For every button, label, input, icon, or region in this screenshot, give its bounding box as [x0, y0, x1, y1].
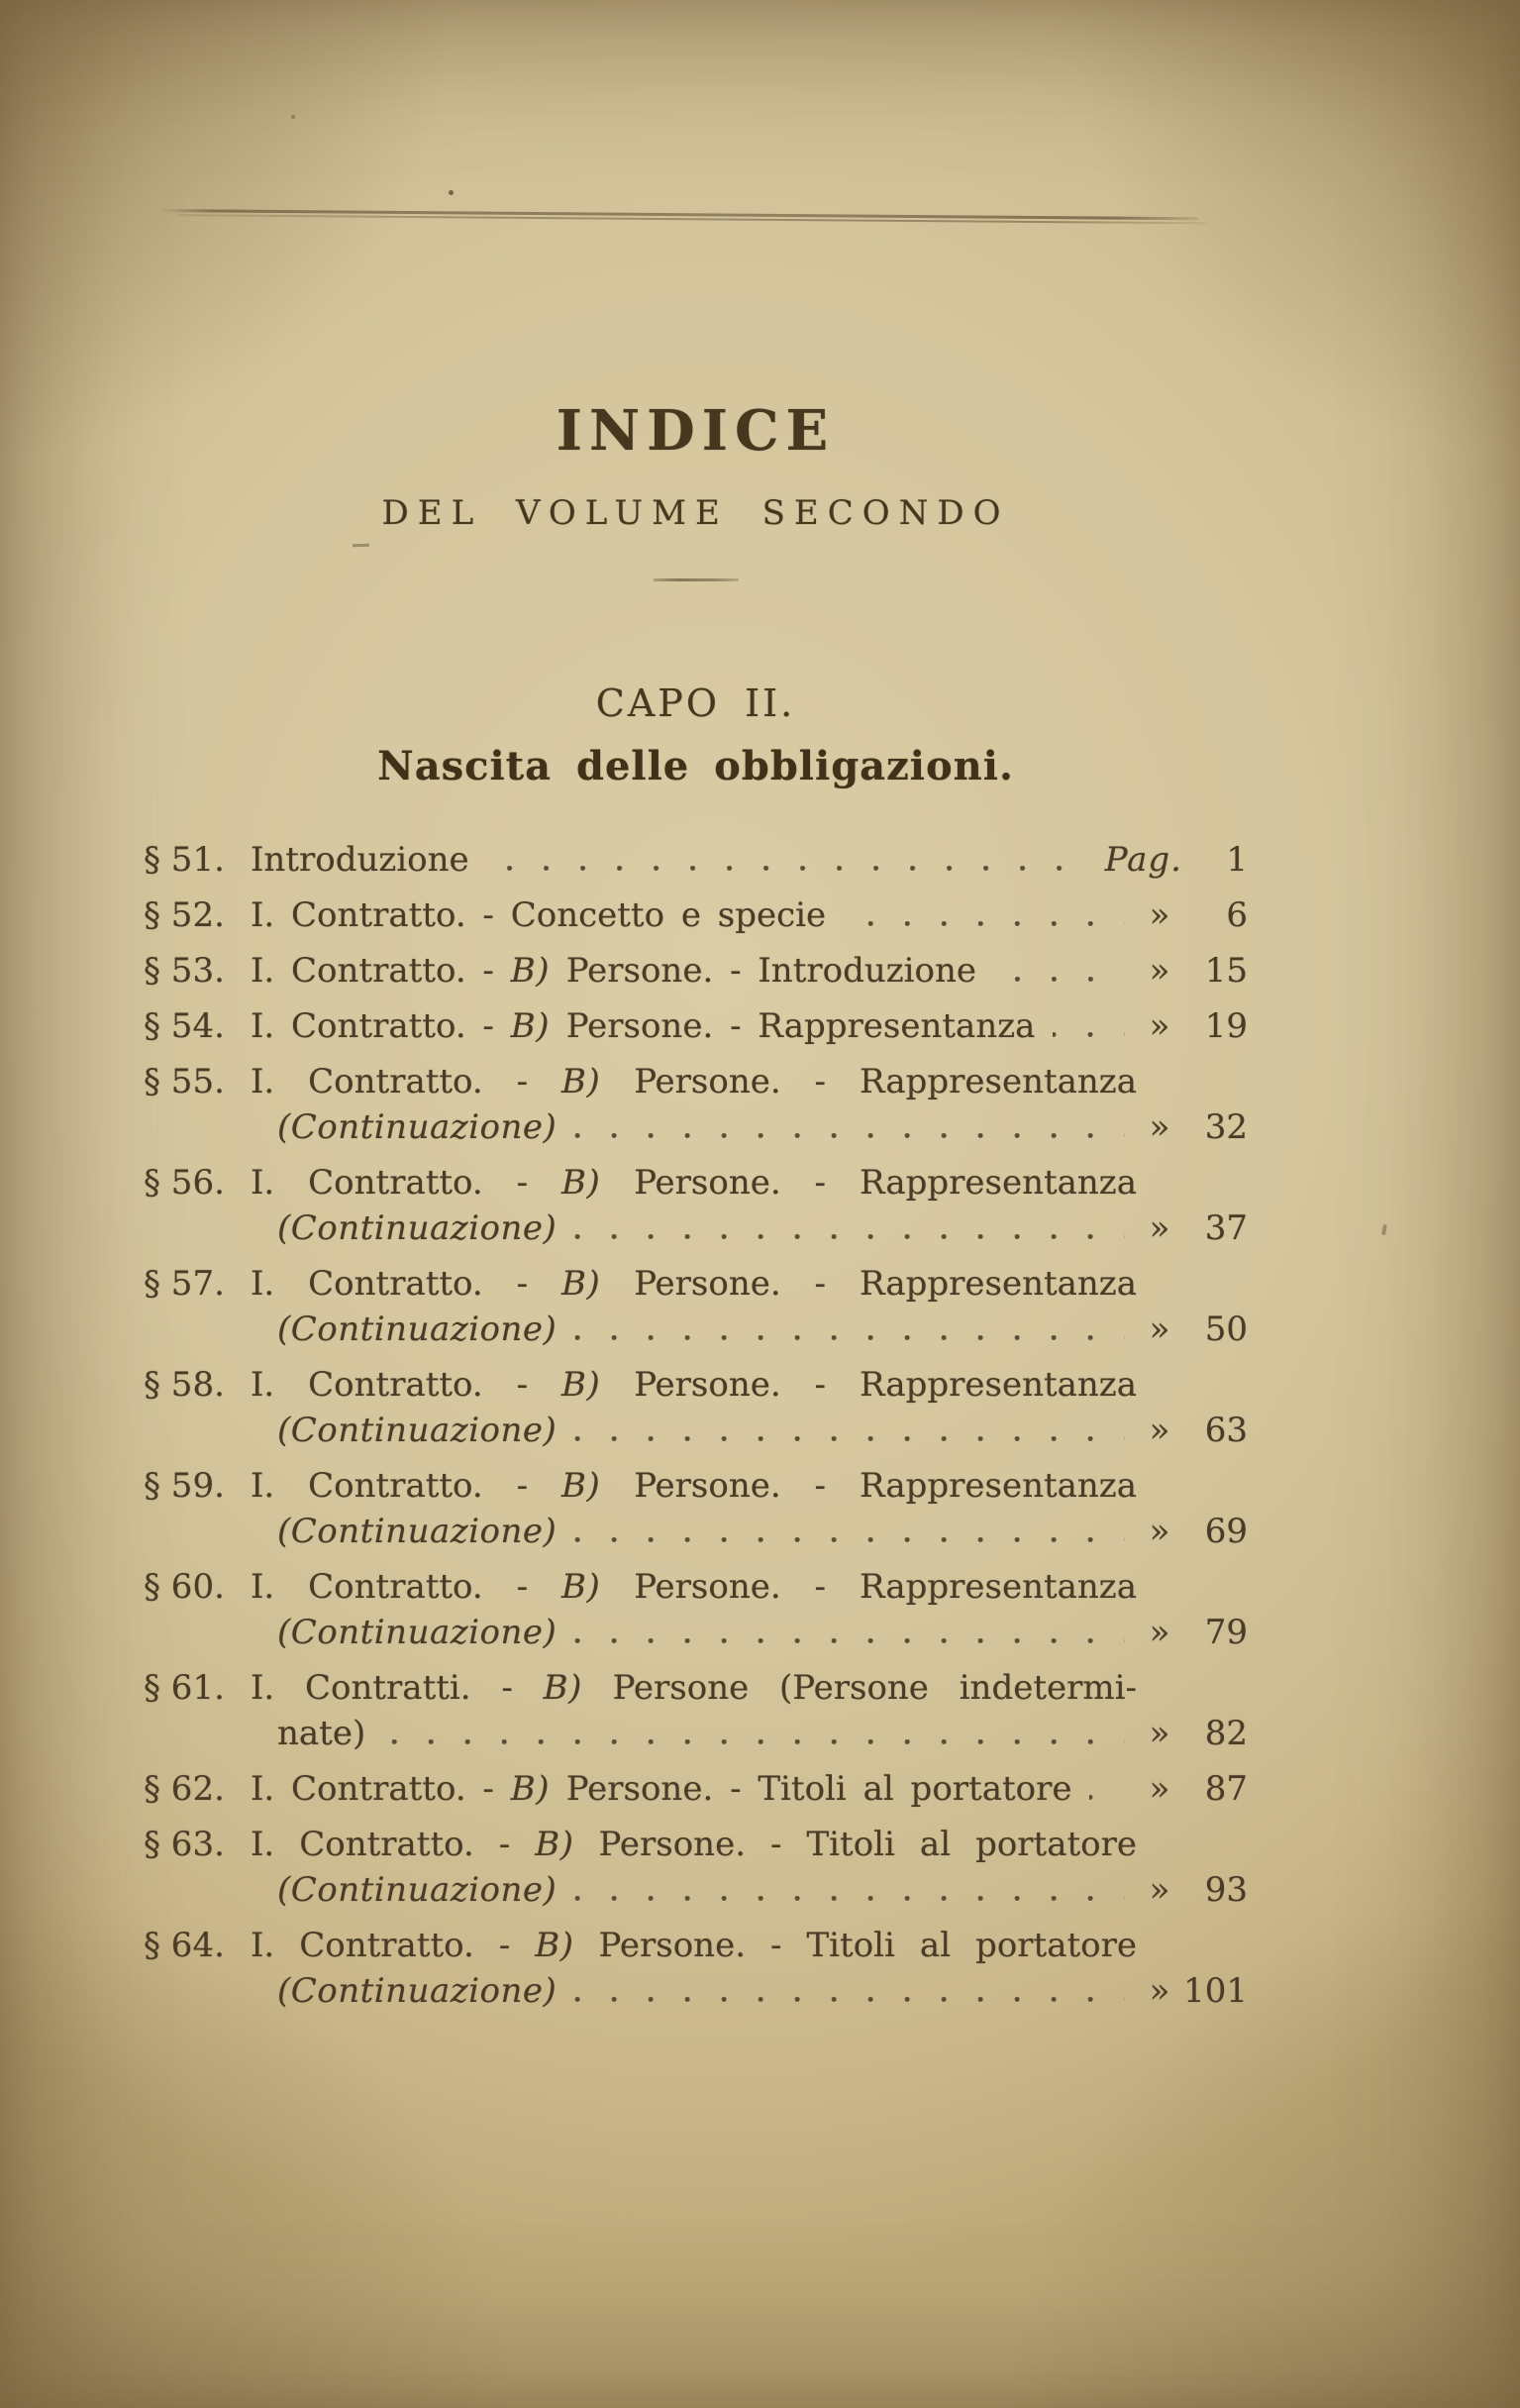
ink-speck	[1381, 1224, 1387, 1236]
toc-entry-continuation: (Continuazione)	[277, 1107, 557, 1147]
dot-leader	[574, 1335, 1125, 1340]
toc-entry-number: § 55.	[144, 1062, 225, 1101]
toc-entry-page: 82	[1204, 1714, 1248, 1753]
page-ref-mark: »	[1149, 1769, 1170, 1809]
toc-entry-title: I. Contratto. - B) Persone. - Rappresentanza	[251, 1466, 1137, 1506]
subtitle-rule	[654, 578, 739, 581]
page-ref-mark: »	[1149, 1714, 1170, 1753]
page-ref-mark: »	[1149, 1971, 1170, 2011]
page-ref-mark: »	[1149, 1411, 1170, 1450]
toc-entry-number: § 53.	[144, 951, 225, 991]
toc-entry-continuation: (Continuazione)	[277, 1971, 557, 2011]
toc-entry-line2	[144, 1610, 1248, 1655]
toc-entry-page: 19	[1204, 1006, 1248, 1046]
toc-entry	[144, 1362, 1248, 1453]
dot-leader	[574, 1537, 1125, 1542]
toc-entry-page: 6	[1226, 895, 1248, 935]
toc-entry-line1	[144, 1261, 1248, 1307]
toc-entry-line1	[144, 948, 1248, 994]
toc-entry-title: I. Contratto. - B) Persone. - Rappresentanza	[251, 1062, 1137, 1101]
toc-entry-continuation: nate)	[277, 1714, 366, 1753]
toc-entry-title: I. Contratto. - B) Persone. - Rappresentanza	[251, 1163, 1137, 1203]
toc-entry	[144, 1463, 1248, 1554]
dot-leader	[487, 866, 1093, 871]
toc-entry	[144, 837, 1248, 883]
dot-leader	[1089, 1795, 1125, 1800]
toc-entry-line1	[144, 1463, 1248, 1509]
toc-entry-title: I. Contratto. - B) Persone. - Rappresentanza	[251, 1365, 1137, 1405]
toc-entry-line2	[144, 1968, 1248, 2014]
page-ref-mark: »	[1149, 1512, 1170, 1551]
toc-entry-line2	[144, 1205, 1248, 1251]
toc-entry-title: Introduzione	[251, 840, 469, 880]
toc-entry-title: I. Contratti. - B) Persone (Persone indetermi-	[251, 1668, 1137, 1708]
toc-entry-page: 15	[1204, 951, 1248, 991]
toc-entry-line1	[144, 1059, 1248, 1104]
toc-entry-number: § 62.	[144, 1769, 225, 1809]
toc-entry-number: § 61.	[144, 1668, 225, 1708]
toc-entry	[144, 1003, 1248, 1049]
toc-entry-number: § 51.	[144, 840, 225, 880]
chapter-subtitle: Nascita delle obbligazioni.	[377, 743, 1014, 789]
toc-entry-line2	[144, 1408, 1248, 1453]
toc-entry-number: § 59.	[144, 1466, 225, 1506]
toc-entry-number: § 63.	[144, 1825, 225, 1864]
dot-leader	[844, 921, 1125, 926]
dot-leader	[383, 1739, 1125, 1744]
toc-entry-line1	[144, 892, 1248, 938]
page-ref-mark: »	[1149, 1006, 1170, 1046]
dot-leader	[994, 977, 1125, 982]
toc-entry-number: § 60.	[144, 1567, 225, 1607]
toc-entry-page: 101	[1183, 1971, 1248, 2011]
toc-entry-line1	[144, 1822, 1248, 1867]
toc-entry-title: I. Contratto. - B) Persone. - Introduzione	[251, 951, 977, 991]
toc-entry-title: I. Contratto. - Concetto e specie	[251, 895, 827, 935]
dot-leader	[574, 1234, 1125, 1239]
page-ref-mark: Pag.	[1104, 840, 1182, 880]
page-ref-mark: »	[1149, 1309, 1170, 1349]
toc-entry-title: I. Contratto. - B) Persone. - Rappresentanza	[251, 1264, 1137, 1304]
toc-entry-line2	[144, 1104, 1248, 1150]
page-ref-mark: »	[1149, 1107, 1170, 1147]
page-title: INDICE	[556, 398, 836, 464]
toc-entry-line1	[144, 1923, 1248, 1968]
toc-entry-title: I. Contratto. - B) Persone. - Titoli al portatore	[251, 1769, 1072, 1809]
toc-entry	[144, 892, 1248, 938]
toc-entry-line2	[144, 1307, 1248, 1352]
dot-leader	[574, 1896, 1125, 1901]
page-content	[144, 0, 1248, 2408]
toc-entry-number: § 56.	[144, 1163, 225, 1203]
toc-entry-page: 69	[1204, 1512, 1248, 1551]
toc-entry	[144, 1059, 1248, 1150]
toc-entry	[144, 1923, 1248, 2014]
page-ref-mark: »	[1149, 1208, 1170, 1248]
toc-entry-title: I. Contratto. - B) Persone. - Rappresentanza	[251, 1567, 1137, 1607]
toc-entry-line2	[144, 1509, 1248, 1554]
toc-entry	[144, 1261, 1248, 1352]
toc-entry-page: 87	[1204, 1769, 1248, 1809]
page-ref-mark: »	[1149, 1613, 1170, 1652]
toc-entry-title: I. Contratto. - B) Persone. - Titoli al portatore	[251, 1825, 1137, 1864]
page-ref-mark: »	[1149, 951, 1170, 991]
toc-entry-page: 50	[1204, 1309, 1248, 1349]
toc-entry-page: 93	[1204, 1870, 1248, 1910]
dot-leader	[574, 1638, 1125, 1643]
toc-entry-line1	[144, 1362, 1248, 1408]
toc-entry-title: I. Contratto. - B) Persone. - Titoli al portatore	[251, 1926, 1137, 1965]
toc-entry-continuation: (Continuazione)	[277, 1208, 557, 1248]
toc-entry-number: § 58.	[144, 1365, 225, 1405]
toc-entry-continuation: (Continuazione)	[277, 1411, 557, 1450]
dot-leader	[1053, 1032, 1125, 1037]
dot-leader	[574, 1997, 1125, 2002]
toc-entry-page: 63	[1204, 1411, 1248, 1450]
toc-entry-line1	[144, 1766, 1248, 1812]
toc-entry-continuation: (Continuazione)	[277, 1613, 557, 1652]
toc-entry	[144, 1822, 1248, 1913]
toc-entry-line1	[144, 1003, 1248, 1049]
toc-entry	[144, 948, 1248, 994]
toc-entry	[144, 1160, 1248, 1251]
toc-entry-number: § 52.	[144, 895, 225, 935]
toc-entry-line1	[144, 1564, 1248, 1610]
toc-entry-number: § 57.	[144, 1264, 225, 1304]
toc-entry-page: 37	[1204, 1208, 1248, 1248]
toc-entry-continuation: (Continuazione)	[277, 1512, 557, 1551]
toc-entry-line1	[144, 1160, 1248, 1205]
toc-entry-page: 79	[1204, 1613, 1248, 1652]
toc-entry-line1	[144, 837, 1248, 883]
toc-entry-title: I. Contratto. - B) Persone. - Rappresentanza	[251, 1006, 1036, 1046]
chapter-heading: CAPO II.	[595, 681, 796, 725]
toc-entry-page: 1	[1226, 840, 1248, 880]
page-subtitle: DEL VOLUME SECONDO	[381, 493, 1010, 533]
toc-entry-number: § 64.	[144, 1926, 225, 1965]
toc-entry-continuation: (Continuazione)	[277, 1870, 557, 1910]
toc-entry	[144, 1564, 1248, 1655]
toc-entry	[144, 1766, 1248, 1812]
dot-leader	[574, 1133, 1125, 1138]
toc-entry-page: 32	[1204, 1107, 1248, 1147]
toc-entry-line2	[144, 1711, 1248, 1756]
page-ref-mark: »	[1149, 895, 1170, 935]
toc-entry	[144, 1665, 1248, 1756]
toc-entry-continuation: (Continuazione)	[277, 1309, 557, 1349]
toc-entry-line1	[144, 1665, 1248, 1711]
toc-entry-number: § 54.	[144, 1006, 225, 1046]
toc-entry-line2	[144, 1867, 1248, 1913]
dot-leader	[574, 1436, 1125, 1441]
toc-list	[144, 837, 1248, 2024]
page-ref-mark: »	[1149, 1870, 1170, 1910]
